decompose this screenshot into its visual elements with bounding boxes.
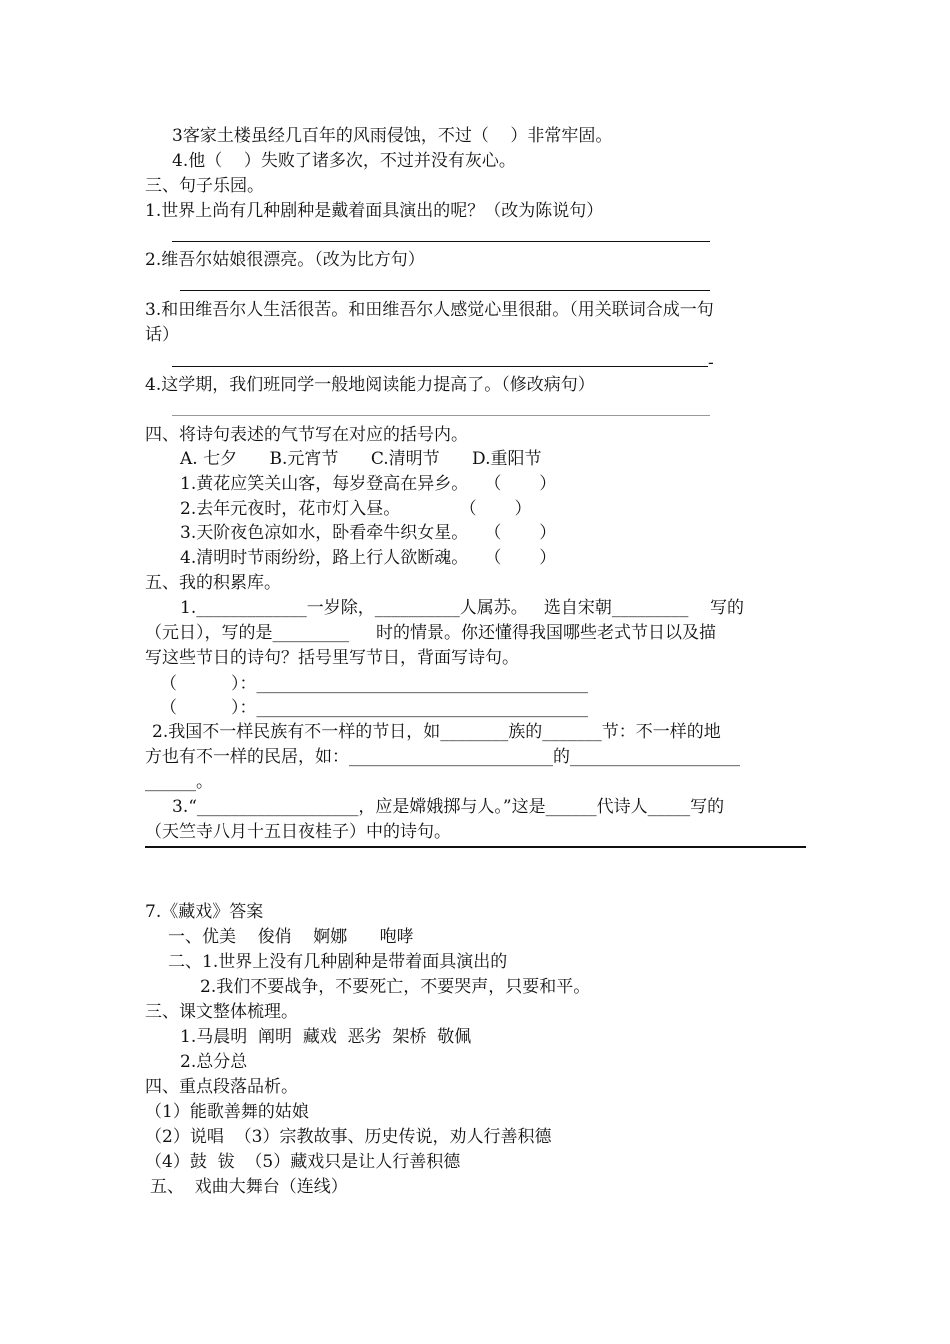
text-line: 1.世界上尚有几种剧种是戴着面具演出的呢？（改为陈说句）: [145, 201, 604, 221]
answer-line: [172, 415, 710, 416]
text-line: （元日），写的是_________ 时的情景。你还懂得我国哪些老式节日以及描: [145, 623, 717, 643]
text-line: 3.和田维吾尔人生活很苦。和田维吾尔人感觉心里很甜。（用关联词合成一句: [145, 300, 714, 320]
text-line: 二、1.世界上没有几种剧种是带着面具演出的: [168, 952, 508, 972]
section-divider: [145, 846, 806, 848]
text-line: （4）鼓 钹 （5）藏戏只是让人行善积德: [145, 1152, 461, 1172]
text-line: 2.去年元夜时，花市灯入昼。 （ ）: [180, 499, 532, 519]
section-heading: 三、课文整体梳理。: [145, 1002, 298, 1022]
text-line: 写这些节日的诗句？括号里写节日，背面写诗句。: [145, 648, 519, 668]
text-line: （2）说唱 （3）宗教故事、历史传说，劝人行善积德: [145, 1127, 552, 1147]
section-heading: 五、我的积累库。: [145, 573, 281, 593]
text-line: 3.天阶夜色凉如水，卧看牵牛织女星。 （ ）: [180, 523, 557, 543]
text-line: 2.总分总: [180, 1052, 248, 1072]
text-line: 1.黄花应笑关山客，每岁登高在异乡。 （ ）: [180, 474, 557, 494]
text-line: 方也有不一样的民居，如：________________________的____________________: [145, 747, 740, 767]
text-line: 1._____________一岁除，__________人属苏。 选自宋朝_________ 写的: [180, 598, 745, 618]
answer-line: [172, 241, 710, 242]
text-line: （ ）：_______________________________________: [160, 698, 589, 718]
text-line: （1）能歌善舞的姑娘: [145, 1102, 309, 1122]
text-line: 4.这学期，我们班同学一般地阅读能力提高了。（修改病句）: [145, 375, 595, 395]
text-line: 4.清明时节雨纷纷，路上行人欲断魂。 （ ）: [180, 548, 557, 568]
answers-title: 7.《藏戏》答案: [145, 902, 264, 922]
text-line: （天竺寺八月十五日夜桂子）中的诗句。: [145, 822, 451, 842]
text-line: 3客家土楼虽经几百年的风雨侵蚀，不过（ ）非常牢固。: [172, 126, 613, 146]
text-line: 3.“___________________，应是嫦娥掷与人。”这是______代诗人_____写的: [172, 797, 725, 817]
text-line: 2.我国不一样民族有不一样的节日，如________族的_______节：不一样的地: [152, 722, 721, 742]
text-line: 4.他（ ）失败了诸多次，不过并没有灰心。: [172, 151, 516, 171]
section-heading: 三、句子乐园。: [145, 176, 264, 196]
text-line: ______。: [145, 772, 213, 792]
text-line: 2.维吾尔姑娘很漂亮。（改为比方句）: [145, 250, 425, 270]
dash-mark: -: [708, 353, 714, 373]
text-line: 话）: [145, 325, 179, 345]
text-line: （ ）：_______________________________________: [160, 674, 589, 694]
section-heading: 五、 戏曲大舞台（连线）: [150, 1177, 348, 1197]
answer-line: [180, 290, 710, 291]
section-heading: 四、将诗句表述的气节写在对应的括号内。: [145, 425, 468, 445]
answer-line: [172, 366, 708, 367]
text-line: 一、优美 俊俏 婀娜 咆哮: [168, 927, 414, 947]
options-line: A. 七夕 B.元宵节 C.清明节 D.重阳节: [180, 449, 542, 469]
text-line: 1.马晨明 阐明 藏戏 恶劣 架桥 敬佩: [180, 1027, 472, 1047]
section-heading: 四、重点段落品析。: [145, 1077, 298, 1097]
text-line: 2.我们不要战争，不要死亡，不要哭声，只要和平。: [200, 977, 591, 997]
